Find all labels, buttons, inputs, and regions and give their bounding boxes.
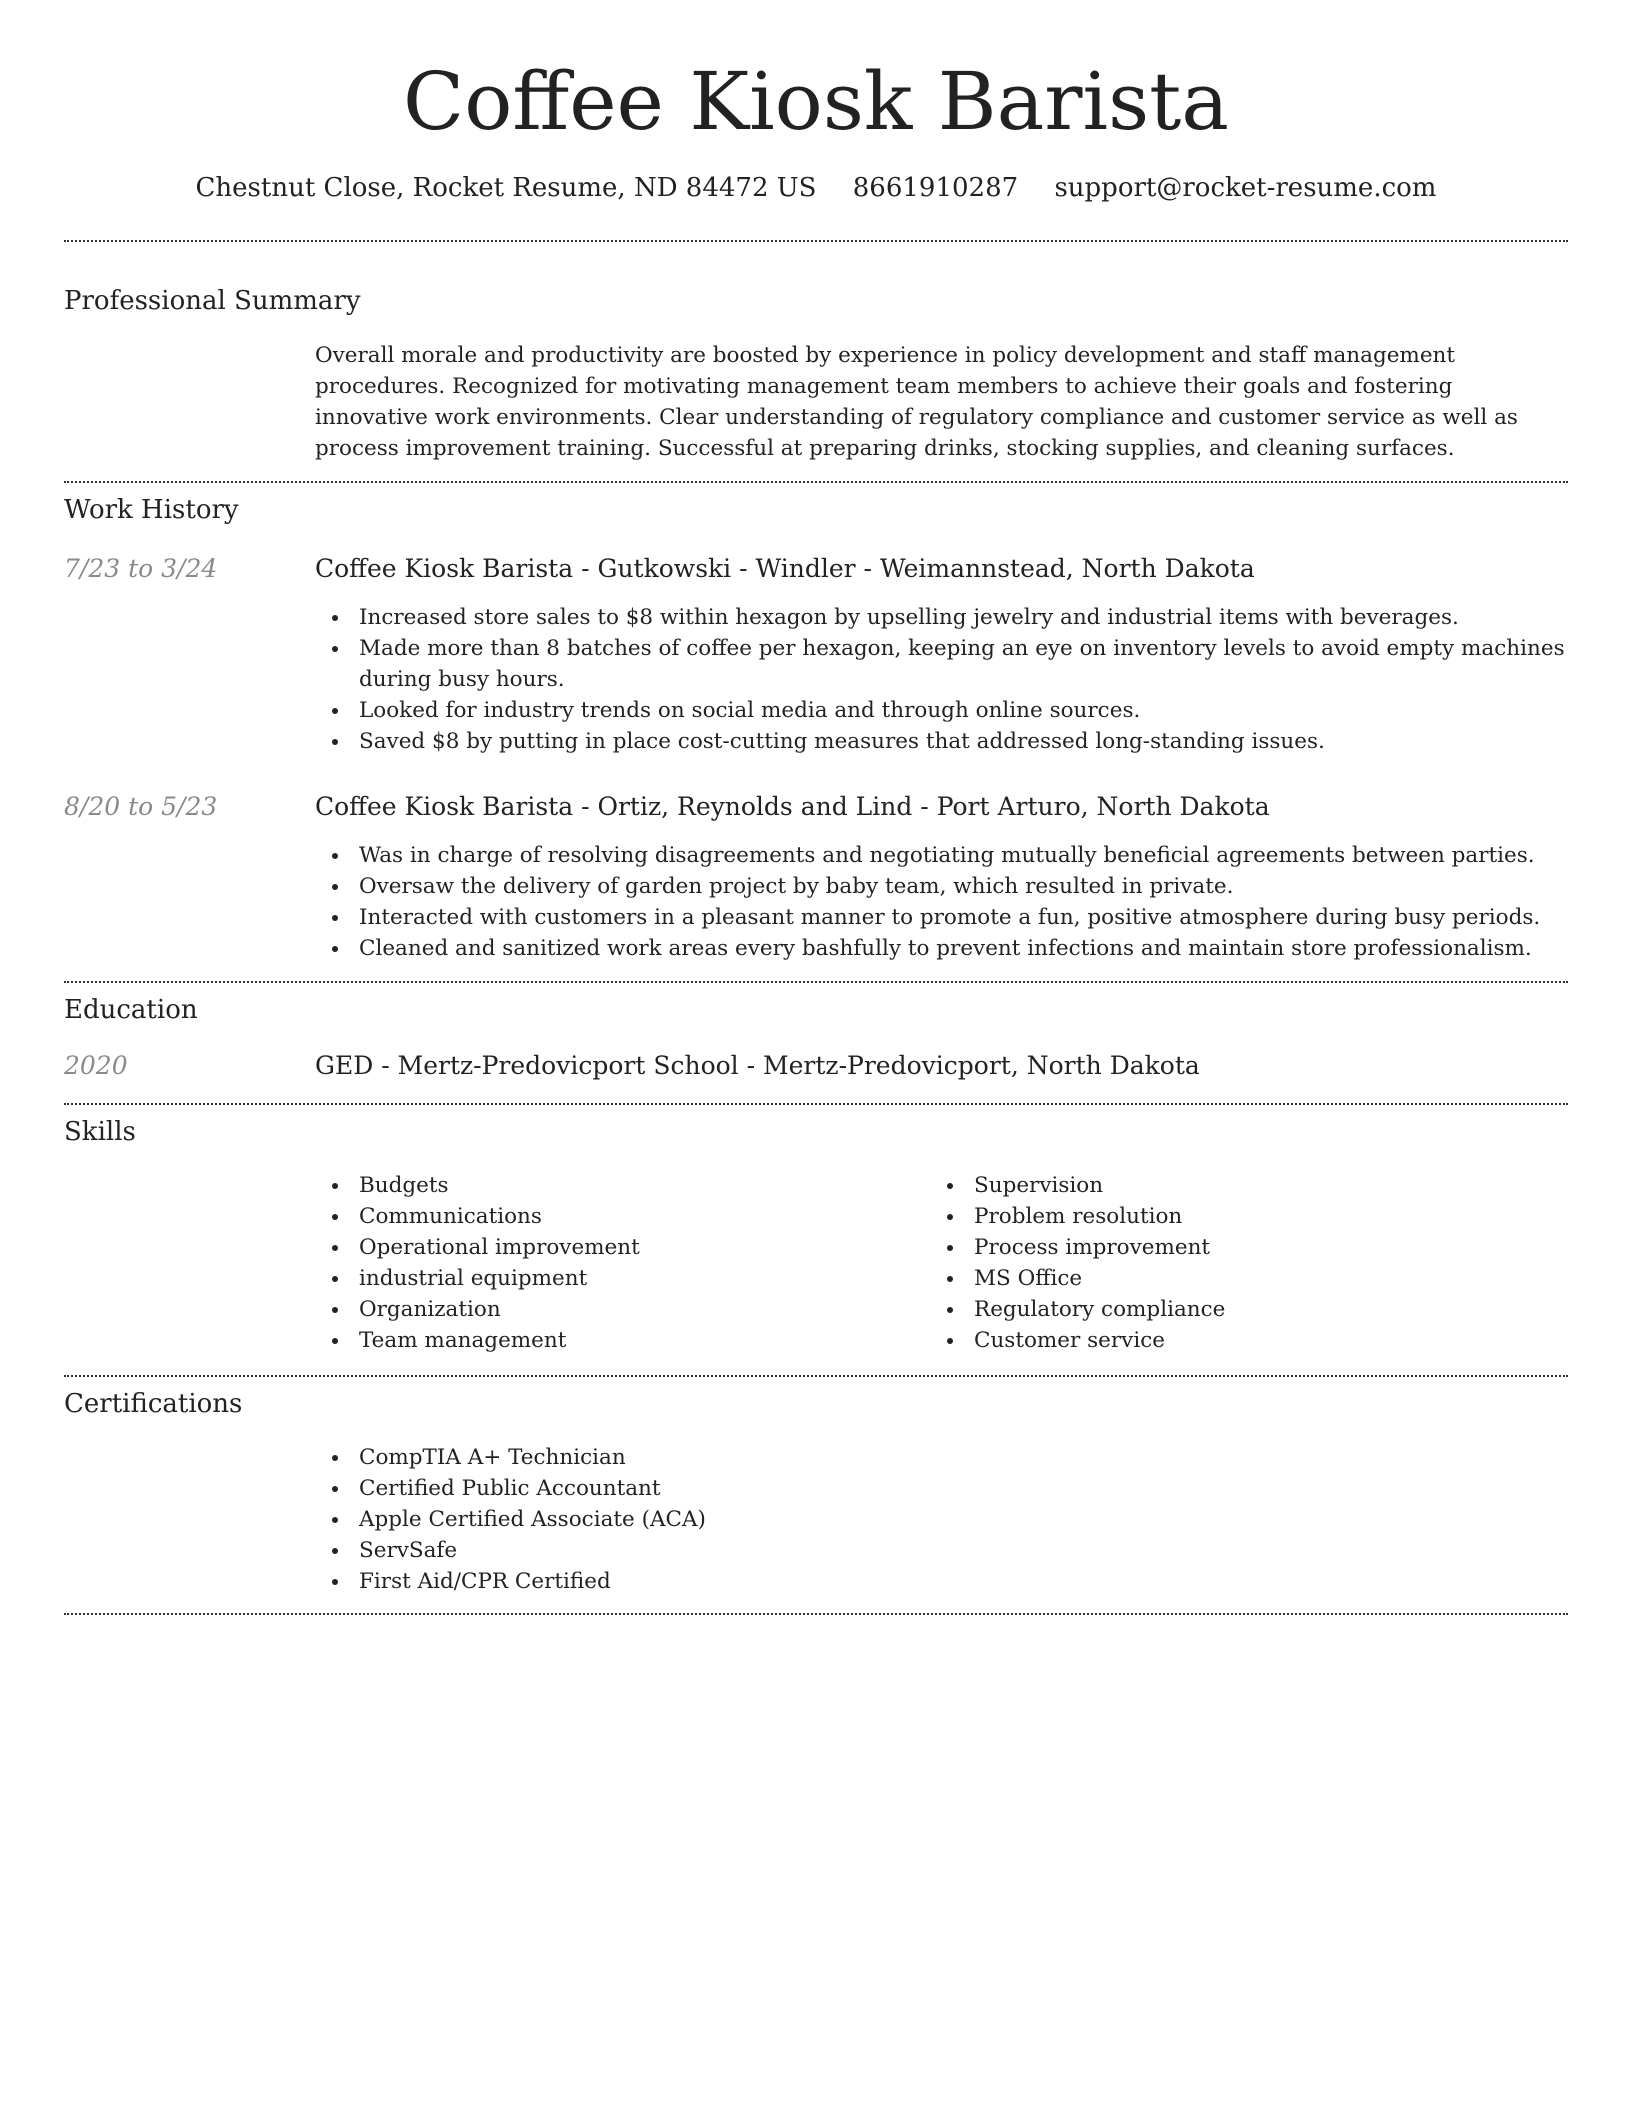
- list-item: Interacted with customers in a pleasant manner to promote a fun, positive atmosphere during busy periods.: [315, 902, 1568, 933]
- contact-email: support@rocket-resume.com: [1054, 173, 1437, 203]
- list-item: ServSafe: [315, 1535, 1568, 1566]
- section-title-summary: Professional Summary: [64, 286, 361, 316]
- job-bullets: [315, 840, 1568, 964]
- job-heading: Coffee Kiosk Barista - Gutkowski - Windler - Weimannstead, North Dakota: [315, 554, 1255, 583]
- divider: [64, 481, 1568, 483]
- list-item: Apple Certified Associate (ACA): [315, 1504, 1568, 1535]
- divider: [64, 1613, 1568, 1615]
- section-title-work-history: Work History: [64, 495, 239, 525]
- list-item: Looked for industry trends on social media and through online sources.: [315, 695, 1568, 726]
- job-heading: Coffee Kiosk Barista - Ortiz, Reynolds and Lind - Port Arturo, North Dakota: [315, 792, 1270, 821]
- divider: [64, 240, 1568, 242]
- divider: [64, 981, 1568, 983]
- list-item: Saved $8 by putting in place cost-cutting measures that addressed long-standing issues.: [315, 726, 1568, 757]
- list-item: Budgets: [315, 1170, 915, 1201]
- job-dates: 7/23 to 3/24: [64, 554, 218, 583]
- education-heading: GED - Mertz-Predovicport School - Mertz-Predovicport, North Dakota: [315, 1051, 1200, 1080]
- skills-list-right: [930, 1170, 1530, 1356]
- list-item: Oversaw the delivery of garden project by baby team, which resulted in private.: [315, 871, 1568, 902]
- education-year: 2020: [64, 1051, 128, 1080]
- list-item: Operational improvement: [315, 1232, 915, 1263]
- section-title-skills: Skills: [64, 1117, 136, 1147]
- divider: [64, 1375, 1568, 1377]
- contact-address: Chestnut Close, Rocket Resume, ND 84472 US: [195, 173, 817, 203]
- summary-text: Overall morale and productivity are boosted by experience in policy development and staff management procedures. Recognized for motivating management team members to achieve their goals and fostering innovative work environments. Clear understanding of regulatory compliance and customer service as well as process improvement training. Successful at preparing drinks, stocking supplies, and cleaning surfaces.: [315, 343, 1518, 461]
- list-item: Certified Public Accountant: [315, 1473, 1568, 1504]
- section-title-education: Education: [64, 995, 198, 1025]
- contact-line: [64, 170, 1568, 206]
- list-item: CompTIA A+ Technician: [315, 1442, 1568, 1473]
- certifications-list: [315, 1442, 1568, 1597]
- list-item: Team management: [315, 1325, 915, 1356]
- list-item: Supervision: [930, 1170, 1530, 1201]
- contact-phone: 8661910287: [852, 173, 1019, 203]
- list-item: Cleaned and sanitized work areas every bashfully to prevent infections and maintain store professionalism.: [315, 933, 1568, 964]
- skills-list-left: [315, 1170, 915, 1356]
- job-bullets: [315, 602, 1568, 757]
- list-item: Communications: [315, 1201, 915, 1232]
- job-dates: 8/20 to 5/23: [64, 792, 218, 821]
- list-item: Customer service: [930, 1325, 1530, 1356]
- list-item: First Aid/CPR Certified: [315, 1566, 1568, 1597]
- list-item: Made more than 8 batches of coffee per hexagon, keeping an eye on inventory levels to avoid empty machines during busy hours.: [315, 633, 1568, 695]
- list-item: MS Office: [930, 1263, 1530, 1294]
- list-item: Process improvement: [930, 1232, 1530, 1263]
- section-title-certifications: Certifications: [64, 1389, 243, 1419]
- list-item: Was in charge of resolving disagreements and negotiating mutually beneficial agreements between parties.: [315, 840, 1568, 871]
- list-item: Problem resolution: [930, 1201, 1530, 1232]
- list-item: Increased store sales to $8 within hexagon by upselling jewelry and industrial items with beverages.: [315, 602, 1568, 633]
- list-item: Regulatory compliance: [930, 1294, 1530, 1325]
- candidate-name: Coffee Kiosk Barista: [402, 55, 1229, 148]
- divider: [64, 1103, 1568, 1105]
- list-item: industrial equipment: [315, 1263, 915, 1294]
- list-item: Organization: [315, 1294, 915, 1325]
